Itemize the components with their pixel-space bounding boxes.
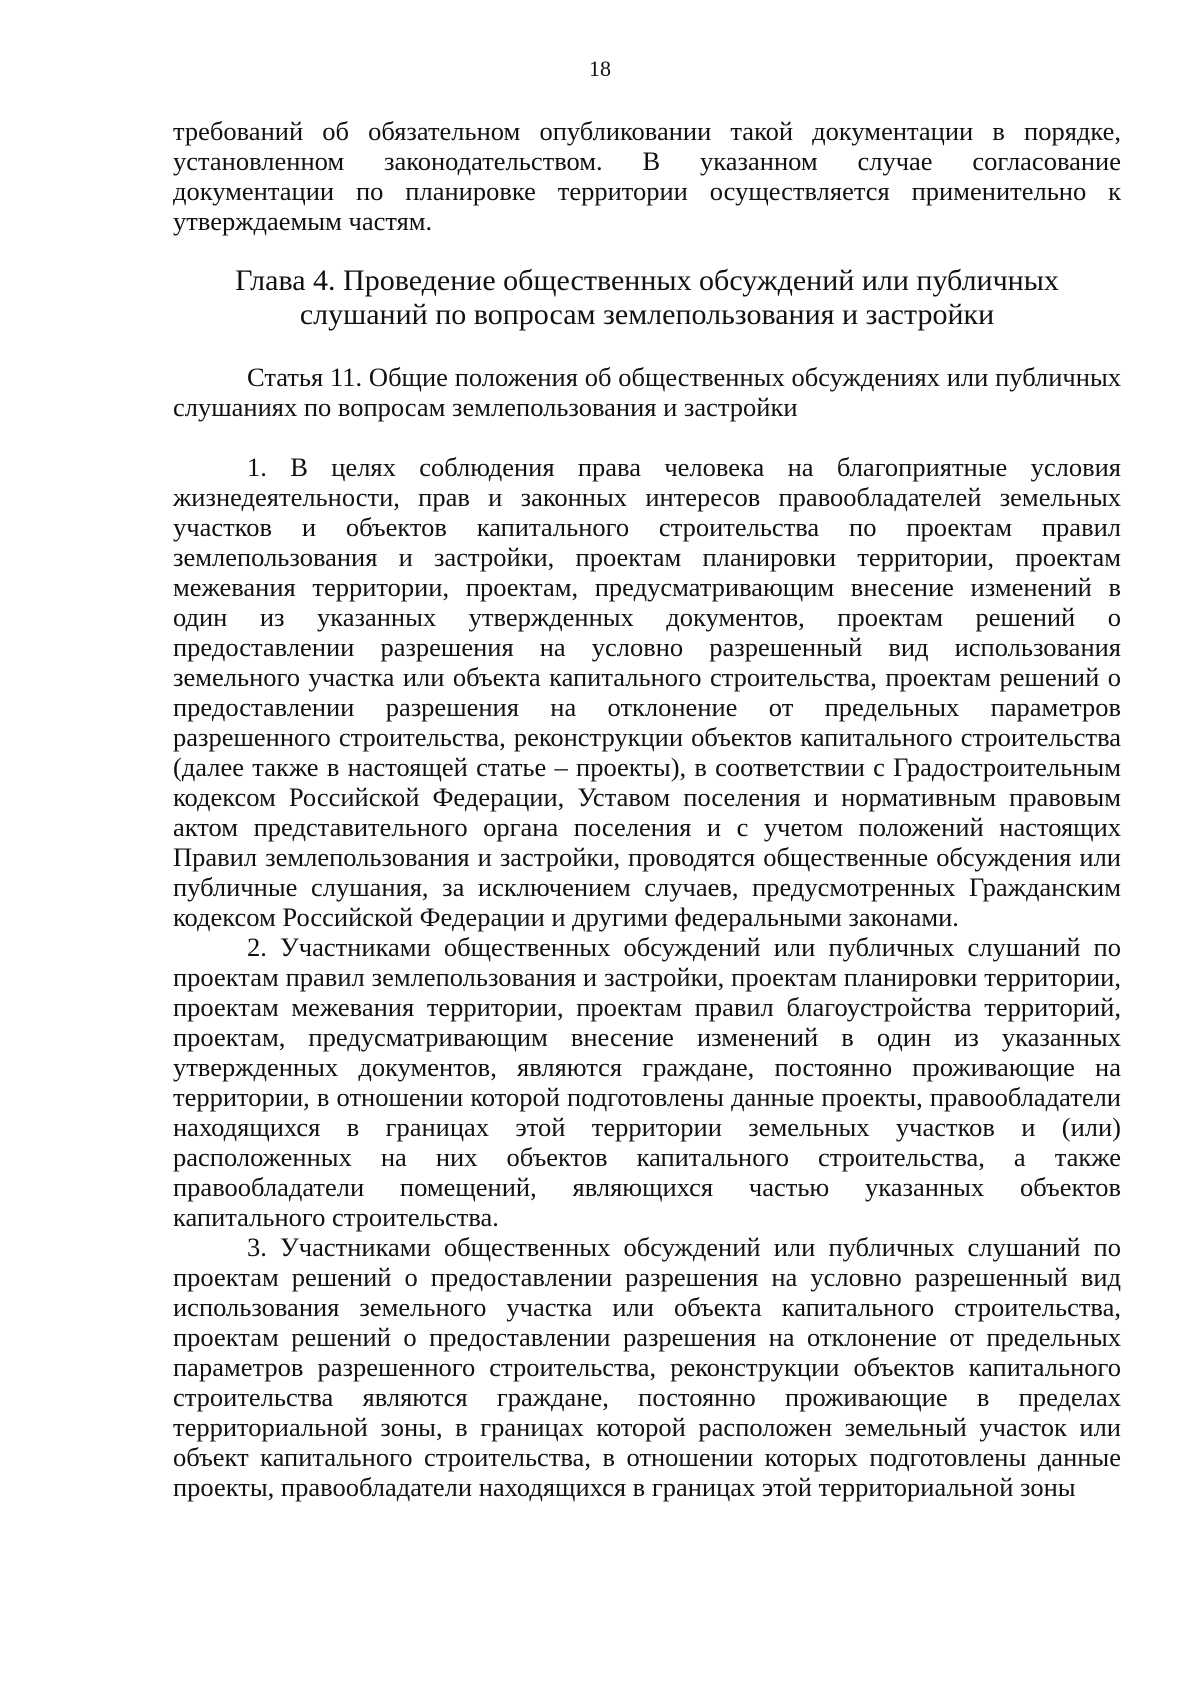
article-title: Статья 11. Общие положения об общественных обсуждениях или публичных слушаниях по вопросам землепользования и застройки [173,362,1121,422]
chapter-title [173,264,1121,332]
spacer [173,422,1121,452]
page-content [173,116,1121,1502]
clause-3: 3. Участниками общественных обсуждений или публичных слушаний по проектам решений о предоставлении разрешения на условно разрешенный вид использования земельного участка или объекта капитального строительства, проектам решений о предоставлении разрешения на отклонение от предельных параметров разрешенного строительства, реконструкции объектов капитального строительства являются граждане, постоянно проживающие в пределах территориальной зоны, в границах которой расположен земельный участок или объект капитального строительства, в отношении которых подготовлены данные проекты, правообладатели находящихся в границах этой территориальной зоны [173,1232,1121,1502]
intro-paragraph: требований об обязательном опубликовании такой документации в порядке, установленном законодательством. В указанном случае согласование документации по планировке территории осуществляется применительно к утверждаемым частям. [173,116,1121,236]
chapter-title-line-2: слушаний по вопросам землепользования и застройки [299,298,995,331]
clause-2: 2. Участниками общественных обсуждений или публичных слушаний по проектам правил землепользования и застройки, проектам планировки территории, проектам межевания территории, проектам правил благоустройства территорий, проектам, предусматривающим внесение изменений в один из указанных утвержденных документов, являются граждане, постоянно проживающие на территории, в отношении которой подготовлены данные проекты, правообладатели находящихся в границах этой территории земельных участков и (или) расположенных на них объектов капитального строительства, а также правообладатели помещений, являющихся частью указанных объектов капитального строительства. [173,932,1121,1232]
clause-1: 1. В целях соблюдения права человека на благоприятные условия жизнедеятельности, прав и законных интересов правообладателей земельных участков и объектов капитального строительства по проектам правил землепользования и застройки, проектам планировки территории, проектам межевания территории, проектам, предусматривающим внесение изменений в один из указанных утвержденных документов, проектам решений о предоставлении разрешения на условно разрешенный вид использования земельного участка или объекта капитального строительства, проектам решений о предоставлении разрешения на отклонение от предельных параметров разрешенного строительства, реконструкции объектов капитального строительства (далее также в настоящей статье – проекты), в соответствии с Градостроительным кодексом Российской Федерации, Уставом поселения и нормативным правовым актом представительного органа поселения и с учетом положений настоящих Правил землепользования и застройки, проводятся общественные обсуждения или публичные слушания, за исключением случаев, предусмотренных Гражданским кодексом Российской Федерации и другими федеральными законами. [173,452,1121,932]
page-number: 18 [589,56,611,81]
chapter-title-line-1: Глава 4. Проведение общественных обсуждений или публичных [235,264,1059,297]
